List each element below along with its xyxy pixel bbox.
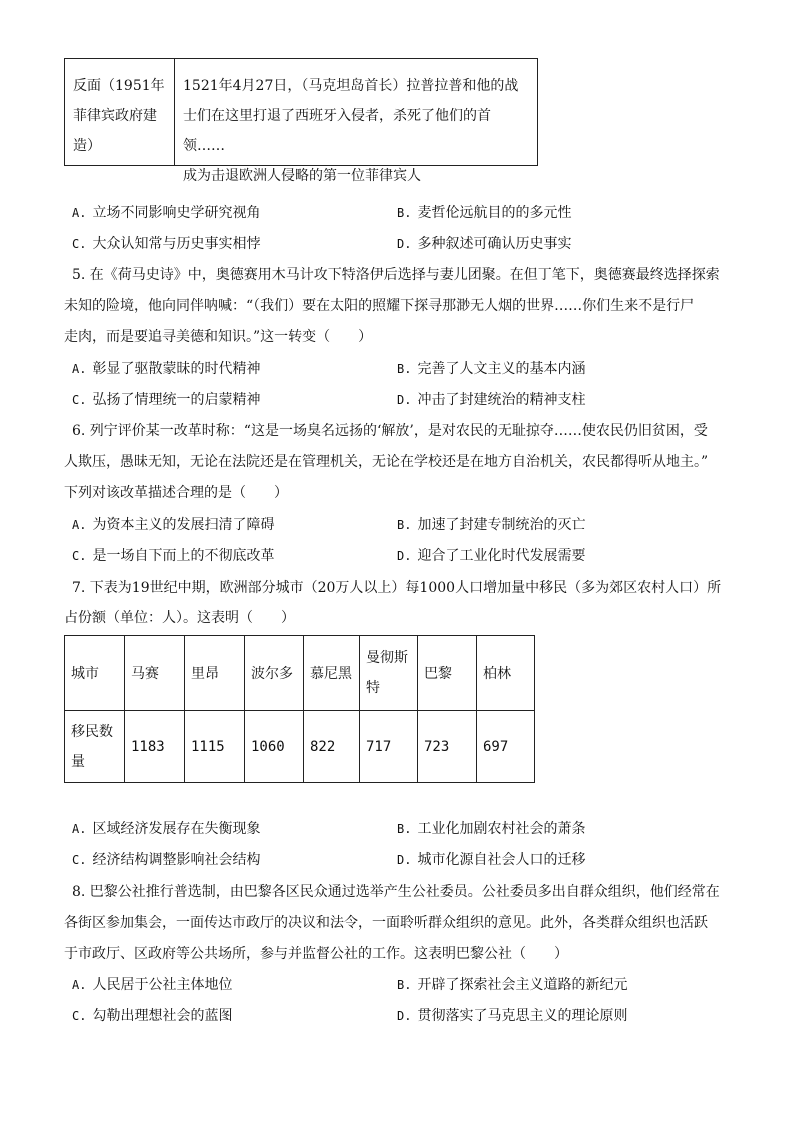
option-b: B. 完善了人文主义的基本内涵: [397, 361, 586, 377]
header-cell: 柏林: [477, 636, 535, 711]
question-5-line: 5. 在《荷马史诗》中，奥德赛用木马计攻下特洛伊后选择与妻儿团聚。在但丁笔下，奥德赛最终选择探索: [72, 267, 720, 283]
option-b: B. 开辟了探索社会主义道路的新纪元: [397, 977, 628, 993]
value-cell: 717: [360, 711, 418, 783]
option-text: 大众认知常与历史事实相悖: [92, 236, 261, 252]
cell-line: 造）: [73, 138, 101, 154]
value-cell: 723: [418, 711, 477, 783]
option-text: 工业化加剧农村社会的萧条: [417, 821, 586, 837]
value-cell: 822: [304, 711, 360, 783]
option-text: 是一场自下而上的不彻底改革: [92, 548, 275, 564]
option-text: 区域经济发展存在失衡现象: [92, 821, 261, 837]
value-cell: 697: [477, 711, 535, 783]
option-d: D. 贯彻落实了马克思主义的理论原则: [397, 1008, 628, 1024]
row-label-cell: [65, 711, 125, 783]
value-cell: 1115: [185, 711, 245, 783]
option-a: A. 立场不同影响史学研究视角: [72, 205, 261, 221]
option-text: 勾勒出理想社会的蓝图: [92, 1008, 233, 1024]
option-text: 为资本主义的发展扫清了障碍: [92, 517, 275, 533]
cell-line: 士们在这里打退了西班牙入侵者，杀死了他们的首领……: [183, 108, 491, 154]
option-d: D. 冲击了封建统治的精神支柱: [397, 392, 586, 408]
option-d: D. 城市化源自社会人口的迁移: [397, 852, 586, 868]
option-c: C. 勾勒出理想社会的蓝图: [72, 1008, 233, 1024]
option-text: 加速了封建专制统治的灭亡: [417, 517, 586, 533]
option-text: 多种叙述可确认历史事实: [417, 236, 572, 252]
option-text: 经济结构调整影响社会结构: [92, 852, 261, 868]
header-cell: 波尔多: [245, 636, 304, 711]
option-text: 立场不同影响史学研究视角: [92, 205, 261, 221]
cell-line: 成为击退欧洲人侵略的第一位菲律宾人: [183, 168, 421, 184]
option-d: D. 多种叙述可确认历史事实: [397, 236, 572, 252]
option-c: C. 弘扬了情理统一的启蒙精神: [72, 392, 261, 408]
question-8-line: 各街区参加集会，一面传达市政厅的决议和法令，一面聆听群众组织的意见。此外，各类群众组织也活跃: [64, 915, 708, 931]
cell-line: 1521年4月27日，（马克坦岛首长）拉普拉普和他的战: [183, 78, 519, 94]
option-text: 麦哲伦远航目的的多元性: [417, 205, 572, 221]
monument-inscription-table: [64, 58, 538, 184]
question-6-line: 人欺压，愚昧无知，无论在法院还是在管理机关，无论在学校还是在地方自治机关，农民都得听从地主。”: [64, 454, 709, 470]
question-6-line: 6. 列宁评价某一改革时称：“这是一场臭名远扬的‘解放’，是对农民的无耻掠夺……使农民仍旧贫困，受: [72, 423, 708, 439]
option-a: A. 为资本主义的发展扫清了障碍: [72, 517, 275, 533]
option-c: C. 经济结构调整影响社会结构: [72, 852, 261, 868]
row-label: 移民数量: [71, 723, 113, 770]
option-text: 完善了人文主义的基本内涵: [417, 361, 586, 377]
cell-line: 反面（1951年: [73, 78, 165, 94]
option-c: C. 大众认知常与历史事实相悖: [72, 236, 261, 252]
option-text: 弘扬了情理统一的启蒙精神: [92, 392, 261, 408]
option-b: B. 加速了封建专制统治的灭亡: [397, 517, 586, 533]
header-cell: 慕尼黑: [304, 636, 360, 711]
option-b: B. 工业化加剧农村社会的萧条: [397, 821, 586, 837]
question-5-line: 走肉，而是要追寻美德和知识。”这一转变（ ）: [64, 329, 373, 345]
option-text: 冲击了封建统治的精神支柱: [417, 392, 586, 408]
header-cell: 巴黎: [418, 636, 477, 711]
question-7-line: 占份额（单位：人）。这表明（ ）: [64, 610, 295, 626]
question-7-line: 7. 下表为19世纪中期，欧洲部分城市（20万人以上）每1000人口增加量中移民（多为郊区农村人口）所: [72, 580, 722, 596]
header-cell: 城市: [65, 636, 125, 711]
option-a: A. 区域经济发展存在失衡现象: [72, 821, 261, 837]
option-text: 开辟了探索社会主义道路的新纪元: [417, 977, 628, 993]
header-cell: 里昂: [185, 636, 245, 711]
option-b: B. 麦哲伦远航目的的多元性: [397, 205, 572, 221]
question-5-line: 未知的险境，他向同伴呐喊：“（我们）要在太阳的照耀下探寻那渺无人烟的世界……你们生来不是行尸: [64, 298, 695, 314]
option-text: 迎合了工业化时代发展需要: [417, 548, 586, 564]
value-cell: 1183: [125, 711, 185, 783]
question-8-line: 于市政厅、区政府等公共场所，参与并监督公社的工作。这表明巴黎公社（ ）: [64, 946, 568, 962]
option-d: D. 迎合了工业化时代发展需要: [397, 548, 586, 564]
option-text: 人民居于公社主体地位: [92, 977, 233, 993]
migration-table: [64, 635, 535, 783]
value-cell: 1060: [245, 711, 304, 783]
option-a: A. 彰显了驱散蒙昧的时代精神: [72, 361, 261, 377]
option-text: 贯彻落实了马克思主义的理论原则: [417, 1008, 628, 1024]
header-cell: [360, 636, 418, 711]
option-c: C. 是一场自下而上的不彻底改革: [72, 548, 275, 564]
question-6-line: 下列对该改革描述合理的是（ ）: [64, 485, 288, 501]
option-text: 城市化源自社会人口的迁移: [417, 852, 586, 868]
header-text: 曼彻斯特: [366, 650, 408, 696]
header-cell: 马赛: [125, 636, 185, 711]
option-text: 彰显了驱散蒙昧的时代精神: [92, 361, 261, 377]
cell-line: 菲律宾政府建: [73, 108, 157, 124]
table-cell-side: [65, 59, 175, 165]
option-a: A. 人民居于公社主体地位: [72, 977, 233, 993]
question-8-line: 8. 巴黎公社推行普选制，由巴黎各区民众通过选举产生公社委员。公社委员多出自群众组织，他们经常在: [72, 884, 720, 900]
table-cell-inscription: [175, 59, 537, 184]
